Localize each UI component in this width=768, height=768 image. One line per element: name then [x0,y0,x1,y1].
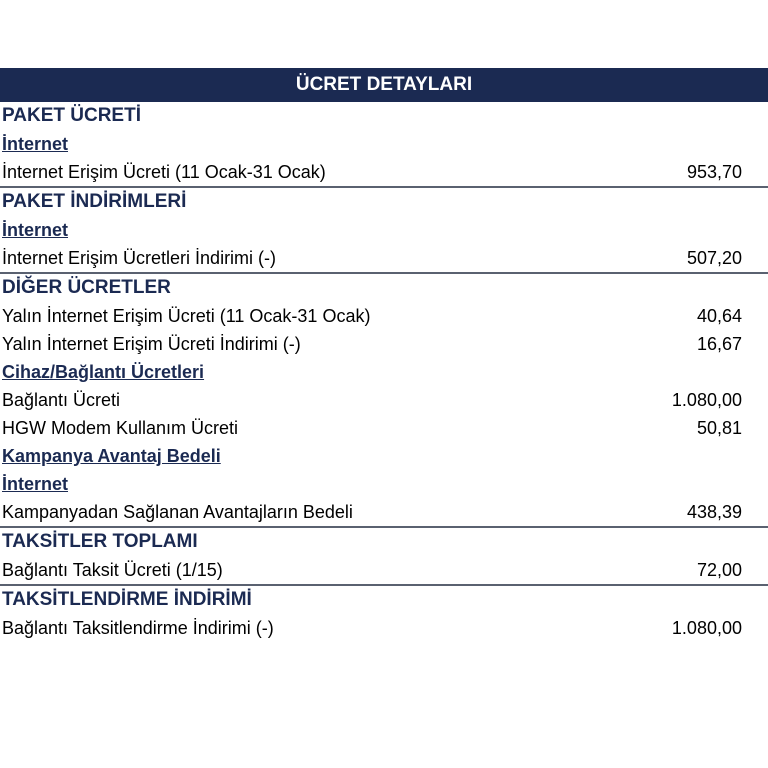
line-item-label: Bağlantı Taksitlendirme İndirimi (-) [2,617,274,638]
line-item-amount: 953,70 [686,161,742,182]
section-other-fees-title: DİĞER ÜCRETLER [2,277,171,298]
line-item-amount: 16,67 [696,333,742,354]
section-installments-title: TAKSİTLER TOPLAMI [2,531,198,552]
line-item [0,414,768,442]
line-item-label: Bağlantı Taksit Ücreti (1/15) [2,559,223,580]
group-campaign-title: Kampanya Avantaj Bedeli [2,446,221,466]
line-item [0,244,768,274]
line-item-label: Bağlantı Ücreti [2,389,121,410]
fee-details-table [0,68,768,642]
line-item [0,386,768,414]
line-item-amount: 1.080,00 [671,389,742,410]
line-item-amount: 40,64 [696,305,742,326]
line-item [0,498,768,528]
line-item-label: Yalın İnternet Erişim Ücreti (11 Ocak-31 Ocak) [2,305,371,326]
table-header [0,68,768,102]
line-item [0,302,768,330]
section-package-fee-subtitle: İnternet [2,134,69,154]
table-title: ÜCRET DETAYLARI [295,74,473,95]
line-item-label: İnternet Erişim Ücreti (11 Ocak-31 Ocak) [2,161,326,182]
line-item-amount: 50,81 [696,417,742,438]
line-item [0,330,768,358]
line-item [0,158,768,188]
line-item-amount: 438,39 [686,501,742,522]
line-item-amount: 72,00 [696,559,742,580]
line-item-label: Kampanyadan Sağlanan Avantajların Bedeli [2,501,353,522]
section-package-fee-title: PAKET ÜCRETİ [2,105,141,126]
line-item-amount: 1.080,00 [671,617,742,638]
line-item [0,614,768,642]
line-item [0,556,768,586]
line-item-label: HGW Modem Kullanım Ücreti [2,417,239,438]
group-device-connection-title: Cihaz/Bağlantı Ücretleri [2,362,205,382]
section-installment-discount-title: TAKSİTLENDİRME İNDİRİMİ [2,589,252,610]
section-package-discounts-title: PAKET İNDİRİMLERİ [2,191,187,212]
section-package-discounts-subtitle: İnternet [2,220,69,240]
group-campaign-subtitle: İnternet [2,474,69,494]
line-item-label: Yalın İnternet Erişim Ücreti İndirimi (-) [2,333,301,354]
line-item-label: İnternet Erişim Ücretleri İndirimi (-) [2,247,277,268]
line-item-amount: 507,20 [686,247,742,268]
